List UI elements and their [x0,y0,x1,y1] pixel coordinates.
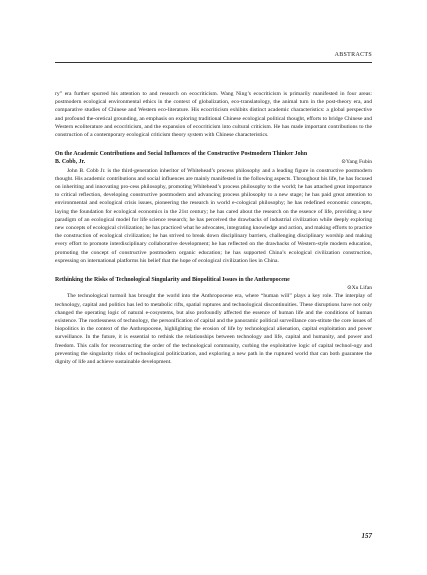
article-2-body: The technological turmoil has brought the world into the Anthropocene era, where “human will” plays a key role. The interplay of technology, capital and politics has led to metabolic rifts, spatial ruptures and technological discontinuities. These disruptions have not only changed the operating logic of natural e-cosystems, but also profoundly affected the essence of human life and the conditions of human existence. The rootlessness of technology, the personification of capital and the panoramic political surveillance con-stitute the core issues of biopolitics in the context of the Anthropocene, highlighting the erosion of life by technological alienation, capital exploitation and power surveillance. In the future, it is essential to rethink the relationships between technology and life, capital and humanity, and power and freedom. This calls for reconstructing the order of the technological community, curbing the exploitative logic of capital technol-ogy and preventing the singularity risks of technological politicization, and exploring a new path in the ruptured world that can both guarantee the dignity of life and achieve sustainable development. [55,293,372,366]
article-1-title-author-row [55,158,372,166]
article-2-title: Rethinking the Risks of Technological Singularity and Biopolitical Issues in the Anthropocene [55,277,290,284]
running-head: ABSTRACTS [334,52,372,58]
article-2-author: ⊙Xu Lifan [346,285,372,292]
page-number: 157 [361,532,372,540]
intro-paragraph: ry” era further spurred his attention to and research on ecocriticism. Wang Ning’s ecocriticism is primarily manifested in four areas: postmodern ecological environmental ethics in the context of globalization, eco-translatology, the animal turn in the post-theory era, and comparative studies of Chinese and Western eco-literature. His ecocriticism exhibits distinct academic characteristics: a global perspective and profound the-oretical grounding, an emphasis on exploring traditional Chinese ecological political thought, efforts to bridge Chinese and Western ecoliterature and ecocriticism, and the expansion of ecocriticism into cultural criticism. He has made important contributions to the construction of a contemporary ecological criticism theory system with Chinese characteristics. [55,91,372,139]
abstracts-content [55,90,372,366]
article-1-body: John B. Cobb Jr. is the third-generation inheritor of Whitehead’s process philosophy and a leading figure in constructive postmodern thought. His academic contributions and social influences are mainly manifested in the following aspects. Throughout his life, he has focused on inheriting and innovating pro-cess philosophy, promoting Whitehead’s process philosophy to the world; he has attached great importance to critical reflection, developing constructive postmodern and advancing process philosophy to a new stage; he has paid great attention to environmental and ecological crisis issues, pioneering the research in world e-cological philosophy; he has redefined economic concepts, laying the foundation for ecological economics in the 21st century; he has cared about the research on the essence of life, providing a new paradigm of an ecological model for life science research; he has perceived the drawbacks of industrial civilization while deeply exploring new concepts of ecological civilization; he has practiced what he advocates, integrating knowledge and action, and making efforts to practice the construction of ecological civilization; he has strived to break down disciplinary barriers, challenging disciplinary worship and making every effort to promote interdisciplinary collaborative development; he has reflected on the drawbacks of Western-style modern education, promoting the concept of constructive postmodern organic education; he has supported China’s ecological civilization construction, expressing on international platforms his belief that the hope of ecological civilization lies in China. [55,167,372,264]
header-rule [55,62,372,63]
article-1-title-continuation: B. Cobb, Jr. [55,159,86,166]
article-1-title: On the Academic Contributions and Social Influences of the Constructive Postmodern Thinker John [55,151,308,158]
article-1-author: ⊙Yang Fubin [341,159,372,166]
